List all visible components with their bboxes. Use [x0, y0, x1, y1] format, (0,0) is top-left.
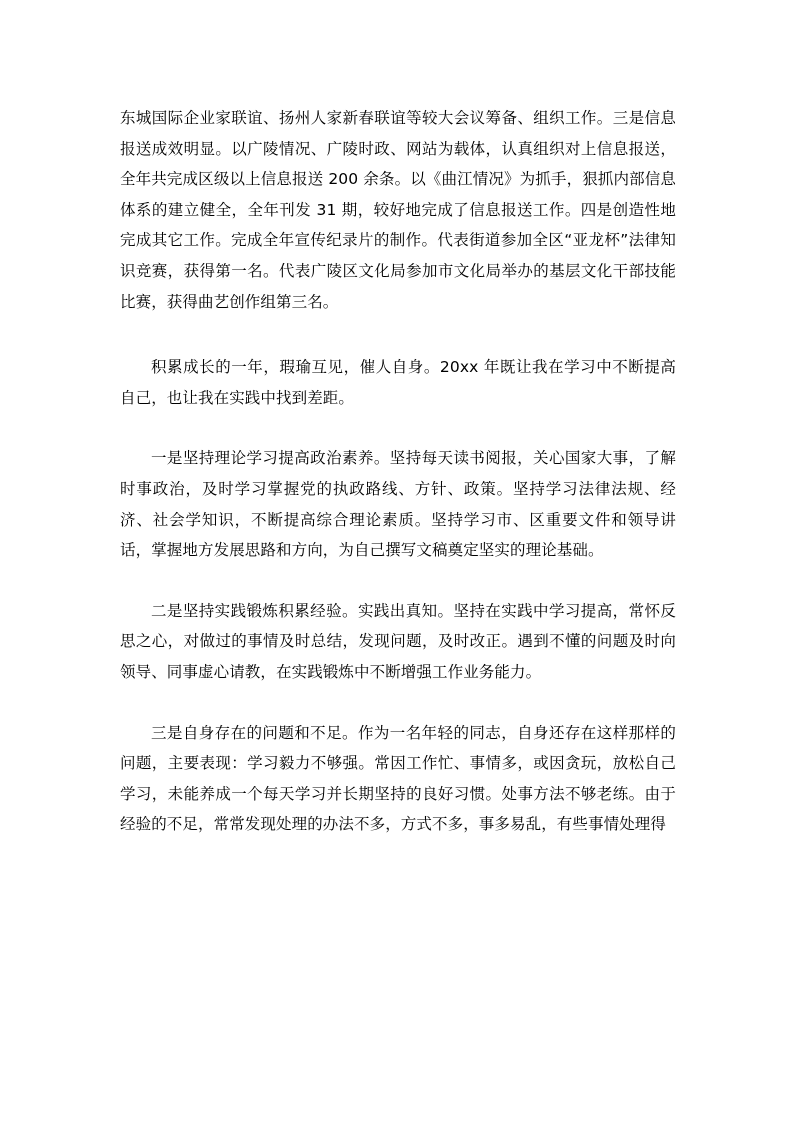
- paragraph-continuation: 东城国际企业家联谊、扬州人家新春联谊等较大会议筹备、组织工作。三是信息报送成效明显。以广陵情况、广陵时政、网站为载体，认真组织对上信息报送，全年共完成区级以上信息报送 200 余条。以《曲江情况》为抓手，狠抓内部信息体系的建立健全，全年刊发 31 期，较好地完成了信息报送工作。四是创造性地完成其它工作。完成全年宣传纪录片的制作。代表街道参加全区“亚龙杯”法律知识竞赛，获得第一名。代表广陵区文化局参加市文化局举办的基层文化干部技能比赛，获得曲艺创作组第三名。: [120, 109, 676, 311]
- document-body: [120, 103, 676, 840]
- paragraph-practice-experience: 二是坚持实践锻炼积累经验。实践出真知。坚持在实践中学习提高，常怀反思之心，对做过的事情及时总结，发现问题，及时改正。遇到不懂的问题及时向领导、同事虚心请教，在实践锻炼中不断增强工作业务能力。: [120, 601, 676, 681]
- paragraph-problems-shortcomings: 三是自身存在的问题和不足。作为一名年轻的同志，自身还存在这样那样的问题，主要表现：学习毅力不够强。常因工作忙、事情多，或因贪玩，放松自己学习，未能养成一个每天学习并长期坚持的良好习惯。处事方法不够老练。由于经验的不足，常常发现处理的办法不多，方式不多，事多易乱，有些事情处理得: [120, 723, 676, 834]
- paragraph-growth-year: 积累成长的一年，瑕瑜互见，催人自身。20xx 年既让我在学习中不断提高自己，也让我在实践中找到差距。: [120, 358, 676, 407]
- paragraph-theory-study: 一是坚持理论学习提高政治素养。坚持每天读书阅报，关心国家大事，了解时事政治，及时学习掌握党的执政路线、方针、政策。坚持学习法律法规、经济、社会学知识，不断提高综合理论素质。坚持学习市、区重要文件和领导讲话，掌握地方发展思路和方向，为自己撰写文稿奠定坚实的理论基础。: [120, 449, 676, 560]
